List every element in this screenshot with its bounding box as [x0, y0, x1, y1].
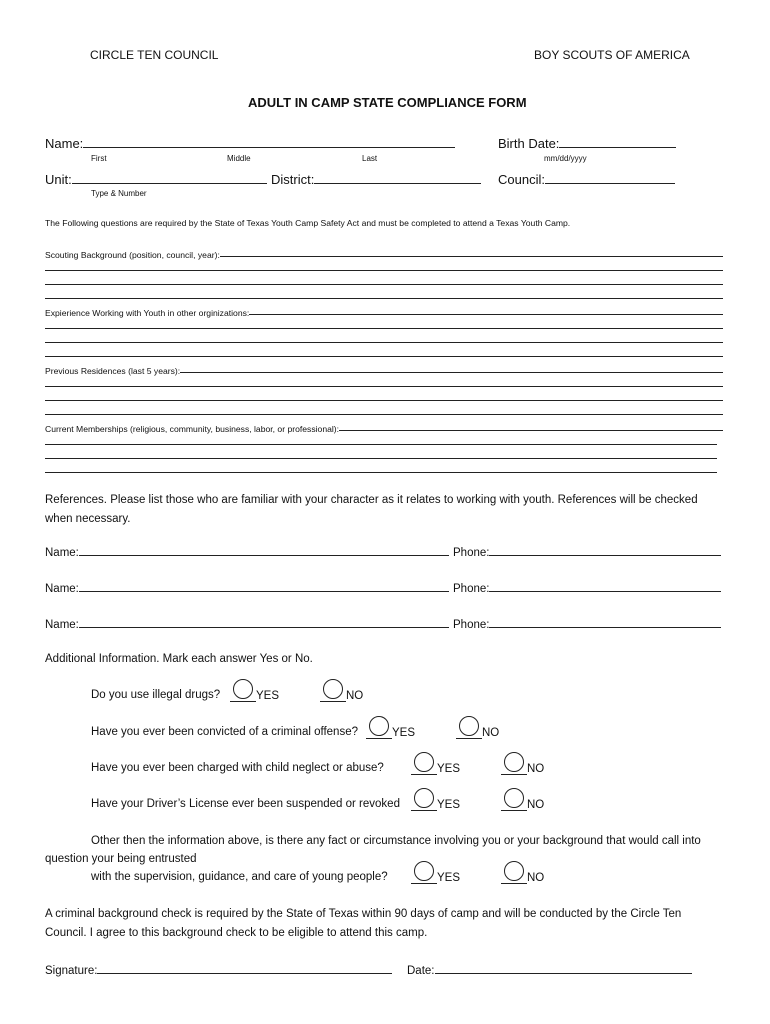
yes-label: YES	[437, 763, 461, 775]
signature-line[interactable]	[97, 973, 392, 974]
last-hint: Last	[362, 154, 378, 163]
council-field[interactable]	[498, 169, 675, 187]
date-line[interactable]	[435, 973, 693, 974]
reference-phone-label: Phone:	[453, 547, 490, 559]
reference-name-label: Name:	[45, 583, 79, 595]
residences-field[interactable]	[45, 362, 723, 376]
unit-field[interactable]	[45, 169, 267, 187]
q1-yes-option[interactable]	[230, 679, 279, 702]
birth-date-label: Birth Date:	[498, 136, 560, 151]
residences-line-2[interactable]	[45, 386, 723, 387]
reference-name-line[interactable]	[79, 591, 449, 592]
reference-name-label: Name:	[45, 547, 79, 559]
unit-hint: Type & Number	[91, 189, 147, 198]
residences-line[interactable]	[180, 372, 723, 373]
no-label: NO	[527, 872, 545, 884]
reference-phone-2[interactable]	[453, 579, 721, 595]
question-other-circumstance-2: question your being entrusted	[45, 853, 197, 865]
reference-name-line[interactable]	[79, 627, 449, 628]
residences-line-3[interactable]	[45, 400, 723, 401]
memberships-field[interactable]	[45, 420, 723, 434]
reference-name-2[interactable]	[45, 579, 449, 595]
experience-line-3[interactable]	[45, 342, 723, 343]
unit-line[interactable]	[72, 183, 267, 184]
scouting-line-4[interactable]	[45, 298, 723, 299]
reference-name-1[interactable]	[45, 543, 449, 559]
question-child-neglect: Have you ever been charged with child neglect or abuse?	[91, 762, 384, 774]
reference-phone-1[interactable]	[453, 543, 721, 559]
middle-hint: Middle	[227, 154, 251, 163]
q5-no-circle[interactable]	[504, 861, 524, 881]
reference-phone-line[interactable]	[489, 591, 721, 592]
reference-name-label: Name:	[45, 619, 79, 631]
q1-no-circle[interactable]	[323, 679, 343, 699]
question-other-circumstance-3: with the supervision, guidance, and care of young people?	[91, 871, 388, 883]
no-label: NO	[346, 690, 364, 702]
residences-label: Previous Residences (last 5 years):	[45, 366, 181, 376]
q5-yes-option[interactable]	[411, 861, 460, 884]
q2-yes-option[interactable]	[366, 716, 415, 739]
q5-yes-circle[interactable]	[414, 861, 434, 881]
no-label: NO	[527, 799, 545, 811]
memberships-label: Current Memberships (religious, community, business, labor, or professional):	[45, 424, 340, 434]
memberships-line-4[interactable]	[45, 472, 717, 473]
unit-label: Unit:	[45, 172, 72, 187]
signature-label: Signature:	[45, 965, 98, 977]
reference-phone-line[interactable]	[489, 555, 721, 556]
question-criminal-offense: Have you ever been convicted of a criminal offense?	[91, 726, 358, 738]
scouting-line[interactable]	[220, 256, 723, 257]
question-license-suspended: Have your Driver’s License ever been suspended or revoked	[91, 798, 400, 810]
residences-line-4[interactable]	[45, 414, 723, 415]
question-illegal-drugs: Do you use illegal drugs?	[91, 689, 221, 701]
first-hint: First	[91, 154, 107, 163]
scouting-label: Scouting Background (position, council, year):	[45, 250, 220, 260]
scouting-field[interactable]	[45, 246, 723, 260]
question-other-circumstance: Other then the information above, is there any fact or circumstance involving you or your background that would call into	[91, 835, 701, 847]
district-label: District:	[271, 172, 315, 187]
name-label: Name:	[45, 136, 84, 151]
reference-phone-label: Phone:	[453, 619, 490, 631]
no-label: NO	[482, 727, 500, 739]
q4-yes-circle[interactable]	[414, 788, 434, 808]
intro-text: The Following questions are required by the State of Texas Youth Camp Safety Act and must be completed to attend a Texas Youth Camp.	[45, 218, 571, 228]
memberships-line[interactable]	[339, 430, 723, 431]
references-intro: References. Please list those who are familiar with your character as it relates to working with youth. References will be checked when necessary.	[45, 494, 698, 525]
yes-label: YES	[256, 690, 280, 702]
q3-yes-option[interactable]	[411, 752, 460, 775]
consent-text: A criminal background check is required by the State of Texas within 90 days of camp and will be conducted by the Circle Ten Council. I agree to this background check to be eligible to attend this camp.	[45, 908, 682, 939]
memberships-line-2[interactable]	[45, 444, 717, 445]
district-line[interactable]	[314, 183, 481, 184]
q2-no-circle[interactable]	[459, 716, 479, 736]
reference-phone-label: Phone:	[453, 583, 490, 595]
date-format-hint: mm/dd/yyyy	[544, 154, 587, 163]
name-field[interactable]	[45, 133, 455, 151]
date-label: Date:	[407, 965, 435, 977]
experience-line-4[interactable]	[45, 356, 723, 357]
q4-yes-option[interactable]	[411, 788, 460, 811]
q2-yes-circle[interactable]	[369, 716, 389, 736]
form-title: ADULT IN CAMP STATE COMPLIANCE FORM	[248, 95, 527, 110]
council-name: CIRCLE TEN COUNCIL	[90, 48, 219, 62]
q5-no-option[interactable]	[501, 861, 544, 884]
council-label: Council:	[498, 172, 545, 187]
scouting-line-2[interactable]	[45, 270, 723, 271]
experience-line[interactable]	[249, 314, 723, 315]
birth-date-line[interactable]	[559, 147, 676, 148]
q1-yes-circle[interactable]	[233, 679, 253, 699]
yes-label: YES	[392, 727, 416, 739]
reference-name-3[interactable]	[45, 615, 449, 631]
q1-no-option[interactable]	[320, 679, 363, 702]
reference-phone-3[interactable]	[453, 615, 721, 631]
org-name: BOY SCOUTS OF AMERICA	[534, 48, 690, 62]
q4-no-circle[interactable]	[504, 788, 524, 808]
q4-no-option[interactable]	[501, 788, 544, 811]
experience-label: Expierience Working with Youth in other orginizations:	[45, 308, 250, 318]
date-field[interactable]	[407, 961, 692, 977]
q2-no-option[interactable]	[456, 716, 499, 739]
additional-intro: Additional Information. Mark each answer Yes or No.	[45, 653, 313, 665]
yes-label: YES	[437, 872, 461, 884]
q3-yes-circle[interactable]	[414, 752, 434, 772]
memberships-line-3[interactable]	[45, 458, 717, 459]
experience-line-2[interactable]	[45, 328, 723, 329]
council-line[interactable]	[545, 183, 675, 184]
name-line[interactable]	[83, 147, 455, 148]
no-label: NO	[527, 763, 545, 775]
reference-phone-line[interactable]	[489, 627, 721, 628]
q3-no-circle[interactable]	[504, 752, 524, 772]
q3-no-option[interactable]	[501, 752, 544, 775]
yes-label: YES	[437, 799, 461, 811]
reference-name-line[interactable]	[79, 555, 449, 556]
district-field[interactable]	[271, 169, 481, 187]
signature-field[interactable]	[45, 961, 392, 977]
experience-field[interactable]	[45, 304, 723, 318]
scouting-line-3[interactable]	[45, 284, 723, 285]
birth-date-field[interactable]	[498, 133, 676, 151]
